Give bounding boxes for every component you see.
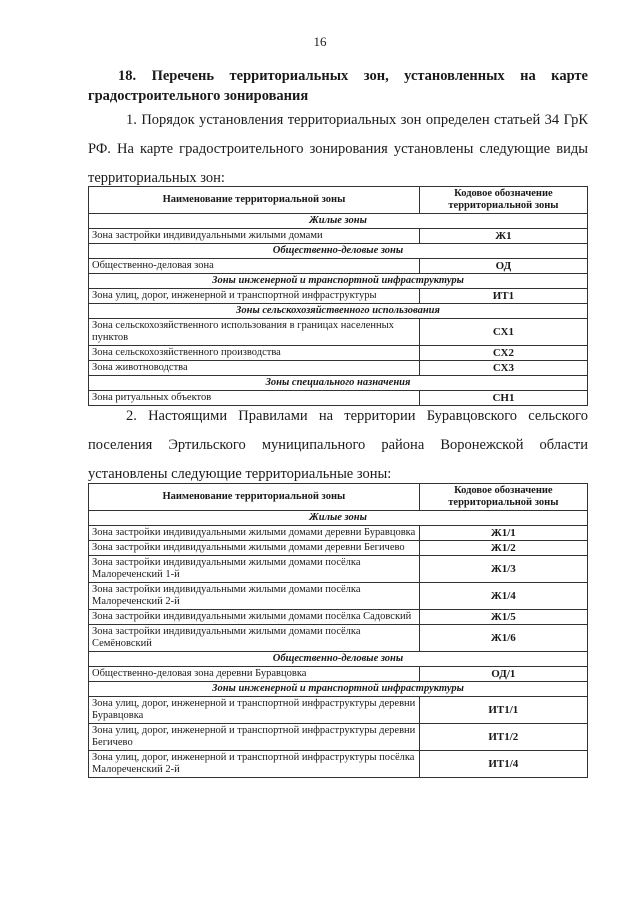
group-row [89, 244, 588, 259]
zone-code-cell: СН1 [419, 391, 587, 406]
zone-code-cell: Ж1/1 [419, 526, 587, 541]
zone-name-cell: Зона улиц, дорог, инженерной и транспортной инфраструктуры [89, 289, 420, 304]
zone-group-label: Зоны инженерной и транспортной инфраструктуры [89, 682, 588, 697]
section-heading: 18. Перечень территориальных зон, установленных на карте градостроительного зонирования [88, 68, 588, 104]
zone-name-cell: Зона застройки индивидуальными жилыми домами посёлка Садовский [89, 610, 420, 625]
zone-name-cell: Зона застройки индивидуальными жилыми домами деревни Бегичево [89, 541, 420, 556]
zone-name-cell: Зона улиц, дорог, инженерной и транспортной инфраструктуры посёлка Малореченский 2-й [89, 751, 420, 778]
group-row [89, 274, 588, 289]
table-row [89, 526, 588, 541]
zone-code-cell: СХ1 [419, 319, 587, 346]
zone-code-cell: Ж1/2 [419, 541, 587, 556]
zone-code-cell: Ж1/4 [419, 583, 587, 610]
zone-code-cell: ИТ1 [419, 289, 587, 304]
zone-code-cell: Ж1 [419, 229, 587, 244]
table-row [89, 583, 588, 610]
table-row [89, 541, 588, 556]
zone-code-cell: СХ3 [419, 361, 587, 376]
zone-code-cell: Ж1/3 [419, 556, 587, 583]
table-row [89, 610, 588, 625]
table-row [89, 625, 588, 652]
page-number: 16 [313, 34, 327, 49]
paragraph-2: 2. Настоящими Правилами на территории Буравцовского сельского поселения Эртильского муниципального района Воронежской области установлены следующие территориальные зоны: [88, 408, 588, 482]
header-zone-code: Кодовое обозначение территориальной зоны [419, 187, 587, 214]
zone-code-cell: ИТ1/1 [419, 697, 587, 724]
zone-group-label: Жилые зоны [89, 214, 588, 229]
table-row [89, 556, 588, 583]
zone-name-cell: Зона сельскохозяйственного использования в границах населенных пунктов [89, 319, 420, 346]
group-row [89, 304, 588, 319]
zone-code-cell: ИТ1/2 [419, 724, 587, 751]
header-zone-code: Кодовое обозначение территориальной зоны [419, 484, 587, 511]
table-row [89, 667, 588, 682]
table-row [89, 259, 588, 274]
zone-code-cell: Ж1/6 [419, 625, 587, 652]
group-row [89, 652, 588, 667]
table-row [89, 346, 588, 361]
zone-code-cell: ОД [419, 259, 587, 274]
table-row [89, 229, 588, 244]
group-row [89, 376, 588, 391]
zone-group-label: Зоны специального назначения [89, 376, 588, 391]
table-row [89, 697, 588, 724]
group-row [89, 511, 588, 526]
zone-name-cell: Зона застройки индивидуальными жилыми домами посёлка Малореченский 1-й [89, 556, 420, 583]
zone-group-label: Зоны сельскохозяйственного использования [89, 304, 588, 319]
zone-group-label: Зоны инженерной и транспортной инфраструктуры [89, 274, 588, 289]
zone-name-cell: Общественно-деловая зона [89, 259, 420, 274]
zone-name-cell: Зона сельскохозяйственного производства [89, 346, 420, 361]
zone-name-cell: Зона застройки индивидуальными жилыми домами посёлка Семёновский [89, 625, 420, 652]
table-row [89, 724, 588, 751]
paragraph-1: 1. Порядок установления территориальных зон определен статьей 34 ГрК РФ. На карте градостроительного зонирования установлены следующие виды территориальных зон: [88, 112, 588, 186]
zone-group-label: Общественно-деловые зоны [89, 652, 588, 667]
table-body [89, 511, 588, 778]
header-zone-name: Наименование территориальной зоны [89, 484, 420, 511]
zone-name-cell: Зона улиц, дорог, инженерной и транспортной инфраструктуры деревни Буравцовка [89, 697, 420, 724]
zone-group-label: Общественно-деловые зоны [89, 244, 588, 259]
zone-name-cell: Зона застройки индивидуальными жилыми домами посёлка Малореченский 2-й [89, 583, 420, 610]
zone-group-label: Жилые зоны [89, 511, 588, 526]
zone-name-cell: Зона ритуальных объектов [89, 391, 420, 406]
zone-name-cell: Зона застройки индивидуальными жилыми домами [89, 229, 420, 244]
zone-code-cell: Ж1/5 [419, 610, 587, 625]
zones-table-general [88, 186, 588, 406]
table-header-row [89, 484, 588, 511]
zone-name-cell: Зона животноводства [89, 361, 420, 376]
table-row [89, 751, 588, 778]
table-body [89, 214, 588, 406]
zones-table-settlement [88, 483, 588, 778]
zone-name-cell: Зона застройки индивидуальными жилыми домами деревни Буравцовка [89, 526, 420, 541]
group-row [89, 682, 588, 697]
zone-code-cell: ОД/1 [419, 667, 587, 682]
zone-name-cell: Зона улиц, дорог, инженерной и транспортной инфраструктуры деревни Бегичево [89, 724, 420, 751]
zone-code-cell: СХ2 [419, 346, 587, 361]
zone-name-cell: Общественно-деловая зона деревни Буравцовка [89, 667, 420, 682]
group-row [89, 214, 588, 229]
table-row [89, 319, 588, 346]
table-header-row [89, 187, 588, 214]
header-zone-name: Наименование территориальной зоны [89, 187, 420, 214]
table-row [89, 289, 588, 304]
table-row [89, 361, 588, 376]
zone-code-cell: ИТ1/4 [419, 751, 587, 778]
